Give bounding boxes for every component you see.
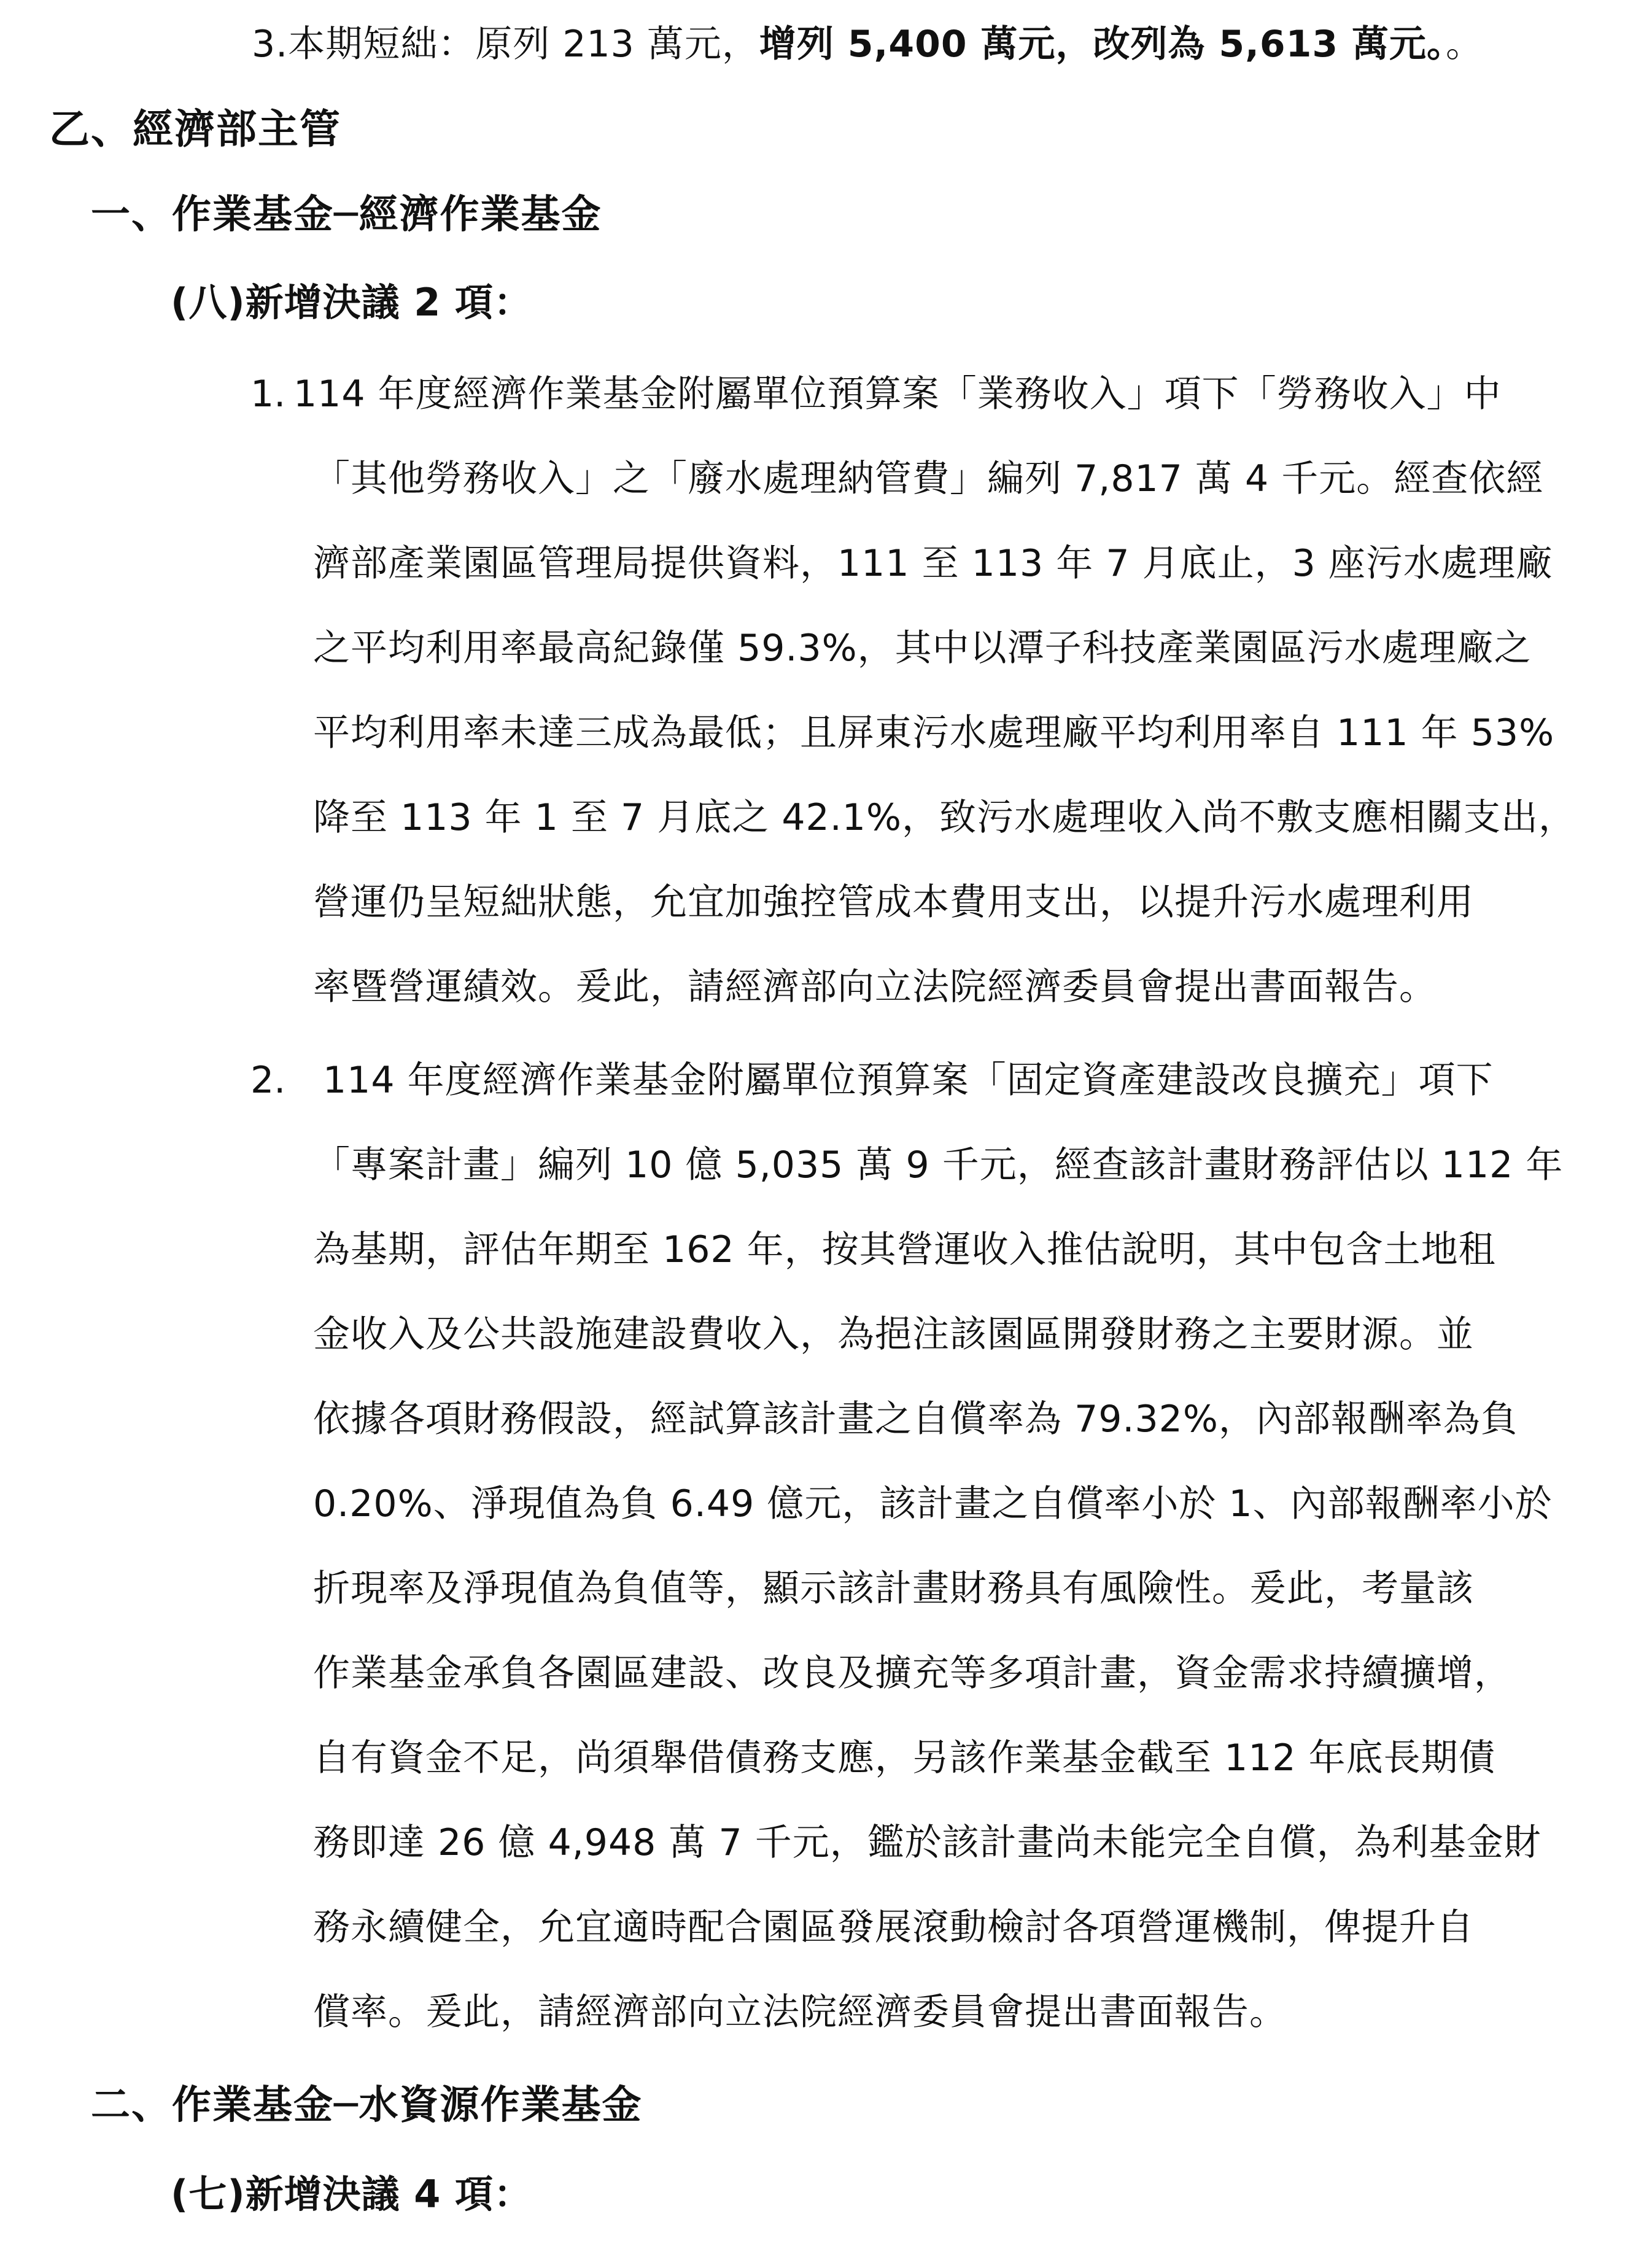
item-2-line: 作業基金承負各園區建設、改良及擴充等多項計畫，資金需求持續擴增，: [313, 1652, 1511, 1695]
item-2-line: 0.20%、淨現值為負 6.49 億元，該計畫之自償率小於 1、內部報酬率小於: [313, 1482, 1553, 1525]
item-1-line: 「其他勞務收入」之「廢水處理納管費」編列 7,817 萬 4 千元。經查依經: [313, 457, 1544, 500]
fund-title-1: 一、作業基金─經濟作業基金: [91, 192, 602, 238]
item-2-line: 償率。爰此，請經濟部向立法院經濟委員會提出書面報告。: [313, 1991, 1287, 2034]
item-2-line: 依據各項財務假設，經試算該計畫之自償率為 79.32%，內部報酬率為負: [313, 1398, 1518, 1441]
resolution-heading-2: (七)新增決議 4 項：: [171, 2172, 532, 2217]
item-number-1: 1.: [250, 373, 286, 416]
item-2-line: 務即達 26 億 4,948 萬 7 千元，鑑於該計畫尚未能完全自償，為利基金財: [313, 1821, 1541, 1864]
item-1-line: 率暨營運績效。爰此，請經濟部向立法院經濟委員會提出書面報告。: [313, 966, 1437, 1009]
item-2-line: 折現率及淨現值為負值等，顯示該計畫財務具有風險性。爰此，考量該: [313, 1567, 1474, 1610]
item-1-line: 平均利用率未達三成為最低；且屏東污水處理廠平均利用率自 111 年 53%: [313, 711, 1555, 754]
resolution-heading-1: (八)新增決議 2 項：: [171, 280, 532, 325]
item-1-line: 之平均利用率最高紀錄僅 59.3%，其中以潭子科技產業園區污水處理廠之: [313, 627, 1532, 670]
summary-line: [252, 23, 1484, 66]
item-1-line: 114 年度經濟作業基金附屬單位預算案「業務收入」項下「勞務收入」中: [293, 373, 1502, 416]
fund-title-2: 二、作業基金─水資源作業基金: [91, 2083, 643, 2128]
item-2-line: 「專案計畫」編列 10 億 5,035 萬 9 千元，經查該計畫財務評估以 112 年: [313, 1144, 1564, 1187]
item-1-line: 降至 113 年 1 至 7 月底之 42.1%，致污水處理收入尚不敷支應相關支出，: [313, 796, 1576, 839]
summary-suffix: 。: [1446, 23, 1484, 66]
item-1-line: 濟部產業園區管理局提供資料，111 至 113 年 7 月底止，3 座污水處理廠: [313, 542, 1553, 585]
summary-prefix: 3.本期短絀：原列 213 萬元，: [252, 23, 759, 66]
item-1-line: 營運仍呈短絀狀態，允宜加強控管成本費用支出，以提升污水處理利用: [313, 881, 1474, 924]
item-number-2: 2.: [250, 1059, 286, 1102]
item-2-line: 為基期，評估年期至 162 年，按其營運收入推估說明，其中包含土地租: [313, 1228, 1496, 1271]
summary-bold: 增列 5,400 萬元，改列為 5,613 萬元。: [759, 23, 1446, 66]
item-2-line: 自有資金不足，尚須舉借債務支應，另該作業基金截至 112 年底長期債: [313, 1736, 1496, 1779]
item-2-line: 務永續健全，允宜適時配合園區發展滾動檢討各項營運機制，俾提升自: [313, 1906, 1474, 1949]
section-title: 乙、經濟部主管: [49, 106, 341, 153]
item-2-line: 114 年度經濟作業基金附屬單位預算案「固定資產建設改良擴充」項下: [323, 1059, 1494, 1102]
item-2-line: 金收入及公共設施建設費收入，為挹注該園區開發財務之主要財源。並: [313, 1313, 1474, 1356]
